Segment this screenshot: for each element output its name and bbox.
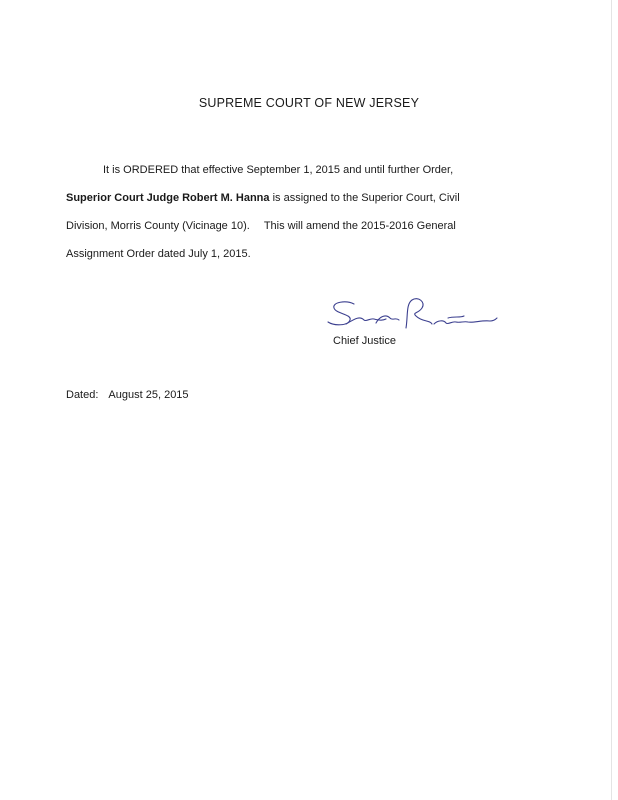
dated-label: Dated: — [66, 389, 99, 401]
order-line-3-a: Division, Morris County (Vicinage 10). — [66, 220, 250, 232]
signature-caption: Chief Justice — [333, 335, 396, 347]
page-edge-divider — [611, 0, 612, 800]
order-line-2 — [66, 192, 460, 204]
dated-value: August 25, 2015 — [108, 389, 189, 401]
court-title: SUPREME COURT OF NEW JERSEY — [198, 96, 420, 110]
dated-line — [66, 389, 189, 401]
order-line-1: It is ORDERED that effective September 1, 2015 and until further Order, — [103, 164, 454, 176]
order-line-2-rest: is assigned to the Superior Court, Civil — [269, 192, 460, 204]
order-line-3-b: This will amend the 2015-2016 General — [263, 220, 456, 232]
chief-justice-signature — [326, 294, 498, 336]
order-line-4: Assignment Order dated July 1, 2015. — [66, 248, 251, 260]
judge-name: Superior Court Judge Robert M. Hanna — [66, 192, 270, 204]
order-line-3 — [66, 220, 456, 232]
